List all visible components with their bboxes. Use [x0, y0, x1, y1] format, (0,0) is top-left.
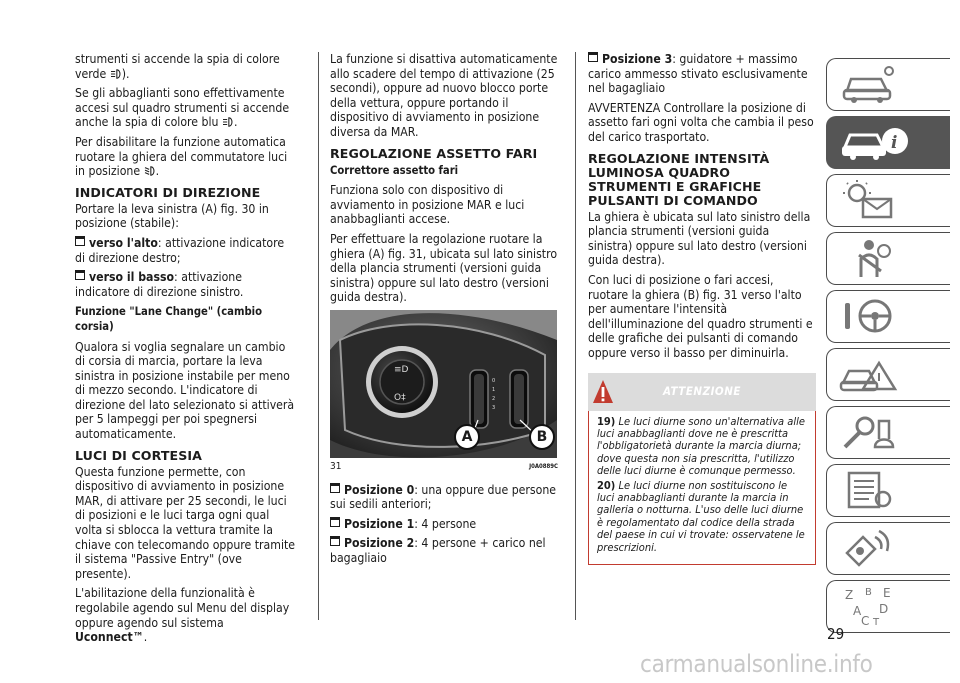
maintenance-icon	[839, 411, 899, 453]
list-item: Posizione 2: 4 persone + carico nel bagagliaio	[330, 536, 546, 565]
svg-text:D: D	[879, 602, 889, 616]
figure-31-photo	[330, 310, 557, 458]
list-item: Posizione 0: una oppure due persone sui sedili anteriori;	[330, 482, 557, 512]
column-divider	[575, 52, 576, 620]
bullet-icon	[588, 52, 598, 62]
car-dashboard-icon	[839, 63, 899, 105]
high-beam-icon	[110, 69, 122, 79]
bullet-icon	[330, 517, 340, 527]
column-1	[75, 52, 297, 650]
subheading: Funzione "Lane Change" (cambio corsia)	[75, 305, 263, 333]
callout-a: A	[454, 424, 480, 450]
figure-number: 31	[330, 460, 342, 472]
page-number: 29	[827, 625, 845, 643]
list-item: Posizione 1: 4 persone	[330, 517, 558, 532]
svg-text:C: C	[861, 614, 870, 627]
paragraph: Portare la leva sinistra (A) fig. 30 in posizione (stabile):	[75, 201, 269, 231]
warning-body	[588, 411, 816, 565]
tab-airbag-safety[interactable]	[826, 232, 950, 285]
bullet-icon	[330, 483, 340, 493]
tab-index[interactable]	[826, 580, 950, 633]
svg-text:T: T	[873, 617, 880, 627]
svg-text:2: 2	[492, 395, 496, 402]
svg-text:0: 0	[492, 377, 496, 384]
svg-text:B: B	[865, 587, 872, 598]
tab-warning-lights[interactable]	[826, 174, 950, 227]
airbag-safety-icon	[839, 237, 899, 279]
section-heading: REGOLAZIONE INTENSITÀ LUMINOSA QUADRO STRUMENTI E GRAFICHE PULSANTI DI COMANDO	[588, 150, 770, 208]
warning-box	[588, 373, 816, 565]
column-2	[330, 52, 558, 570]
figure-code: J0A0889C	[529, 462, 558, 470]
paragraph: Questa funzione permette, con dispositivo di avviamento in posizione MAR, di attivare per 25 secondi, le luci di posizioni e le luci targa ogni qual volta si sblocca la vettura tramite la chiave con telecomando oppure tramite il sistema "Passive Entry" (ove presente).	[75, 464, 296, 581]
car-info-icon	[839, 121, 909, 163]
svg-text:1: 1	[492, 386, 496, 393]
paragraph: strumenti si accende la spia di colore verde ).	[75, 52, 280, 81]
paragraph: Qualora si voglia segnalare un cambio di corsia di marcia, portare la leva sinistra in posizione instabile per meno di mezzo secondo. L'indicatore di direzione del lato selezionato si attiverà per 5 lampeggi per poi spegnersi automaticamente.	[75, 339, 295, 442]
emergency-icon	[839, 353, 899, 395]
svg-text:E: E	[883, 586, 891, 600]
column-divider	[318, 52, 319, 620]
list-item: verso l'alto: attivazione indicatore di direzione destro;	[75, 235, 285, 265]
section-heading: REGOLAZIONE ASSETTO FARI	[330, 145, 538, 161]
tab-maintenance[interactable]	[826, 406, 950, 459]
headlight-switch-illustration	[330, 310, 557, 458]
list-item: Posizione 3: guidatore + massimo carico ammesso stivato esclusivamente nel bagagliaio	[588, 52, 808, 96]
low-beam-icon	[144, 166, 156, 176]
paragraph: Funziona solo con dispositivo di avviamento in posizione MAR e luci anabbaglianti accese.	[330, 183, 525, 227]
paragraph: La funzione si disattiva automaticamente allo scadere del tempo di attivazione (25 secondi), oppure ad nuovo blocco porte della vettura, oppure portando il dispositivo di avviamento in posizione diversa da MAR.	[330, 52, 558, 139]
paragraph: Per disabilitare la funzione automatica ruotare la ghiera del commutatore luci in posizione .	[75, 134, 288, 179]
paragraph: Con luci di posizione o fari accesi, ruotare la ghiera (B) fig. 31 verso l'alto per aumentare l'intensità dell'illuminazione del quadro strumenti e delle grafiche dei pulsanti di comando oppure verso il basso per diminuirla.	[588, 272, 813, 360]
paragraph: Se gli abbaglianti sono effettivamente accesi sul quadro strumenti si accende anche la spia di colore blu .	[75, 86, 290, 130]
svg-text:A: A	[853, 604, 862, 618]
paragraph: Per effettuare la regolazione ruotare la ghiera (A) fig. 31, ubicata sul lato sinistro della plancia strumenti (versioni guida sinistra) oppure sul lato destro (versioni guida destra).	[330, 231, 558, 305]
warning-light-icon	[839, 179, 899, 221]
svg-text:≡D: ≡D	[394, 364, 409, 375]
section-heading: INDICATORI DI DIREZIONE	[75, 184, 261, 200]
warning-note: 20) Le luci diurne non sostituiscono le luci anabbaglianti durante la marcia in galleria o notturna. L'uso delle luci diurne è regolamentato dal codice della strada del paese in cui vi trovate: osservatene le prescrizioni.	[597, 478, 805, 554]
tab-car-dashboard[interactable]	[826, 58, 950, 111]
bullet-icon	[75, 270, 85, 280]
section-heading: LUCI DI CORTESIA	[75, 447, 203, 463]
high-beam-icon	[222, 117, 234, 127]
paragraph: AVVERTENZA Controllare la posizione di assetto fari ogni volta che cambia il peso del carico trasportato.	[588, 100, 814, 144]
subheading: Correttore assetto fari	[330, 163, 459, 177]
paragraph: L'abilitazione della funzionalità è regolabile agendo sul Menu del display oppure agendo sul sistema Uconnect™.	[75, 586, 290, 645]
tab-steering-wheel[interactable]	[826, 290, 950, 343]
bullet-icon	[330, 536, 340, 546]
tab-emergency[interactable]	[826, 348, 950, 401]
svg-text:i: i	[891, 133, 898, 153]
steering-wheel-icon	[839, 295, 899, 337]
column-3	[588, 52, 816, 565]
multimedia-icon	[839, 527, 899, 569]
bullet-icon	[75, 236, 85, 246]
tab-technical-data[interactable]	[826, 464, 950, 517]
list-item: verso il basso: attivazione indicatore di direzione sinistro.	[75, 270, 244, 299]
watermark: carmanualsonline.info	[640, 650, 873, 678]
warning-note: 19) Le luci diurne sono un'alternativa alle luci anabbaglianti dove ne è prescritta l'obbligatorietà durante la marcia diurna; dove questa non sia prescritta, l'utilizzo delle luci diurne è comunque permesso.	[597, 414, 805, 478]
svg-text:Z: Z	[845, 588, 854, 602]
warning-title: ATTENZIONE	[663, 383, 741, 398]
technical-data-icon	[839, 469, 899, 511]
index-icon	[839, 585, 899, 627]
svg-text:O‡: O‡	[394, 392, 406, 403]
paragraph: La ghiera è ubicata sul lato sinistro della plancia strumenti (versioni guida sinistra) oppure sul lato destro (versioni guida destra).	[588, 209, 811, 268]
tab-multimedia[interactable]	[826, 522, 950, 575]
svg-text:3: 3	[492, 404, 496, 411]
figure-caption	[330, 460, 558, 475]
warning-header	[588, 373, 816, 411]
tab-car-info[interactable]	[826, 116, 950, 169]
callout-b: B	[529, 424, 555, 450]
